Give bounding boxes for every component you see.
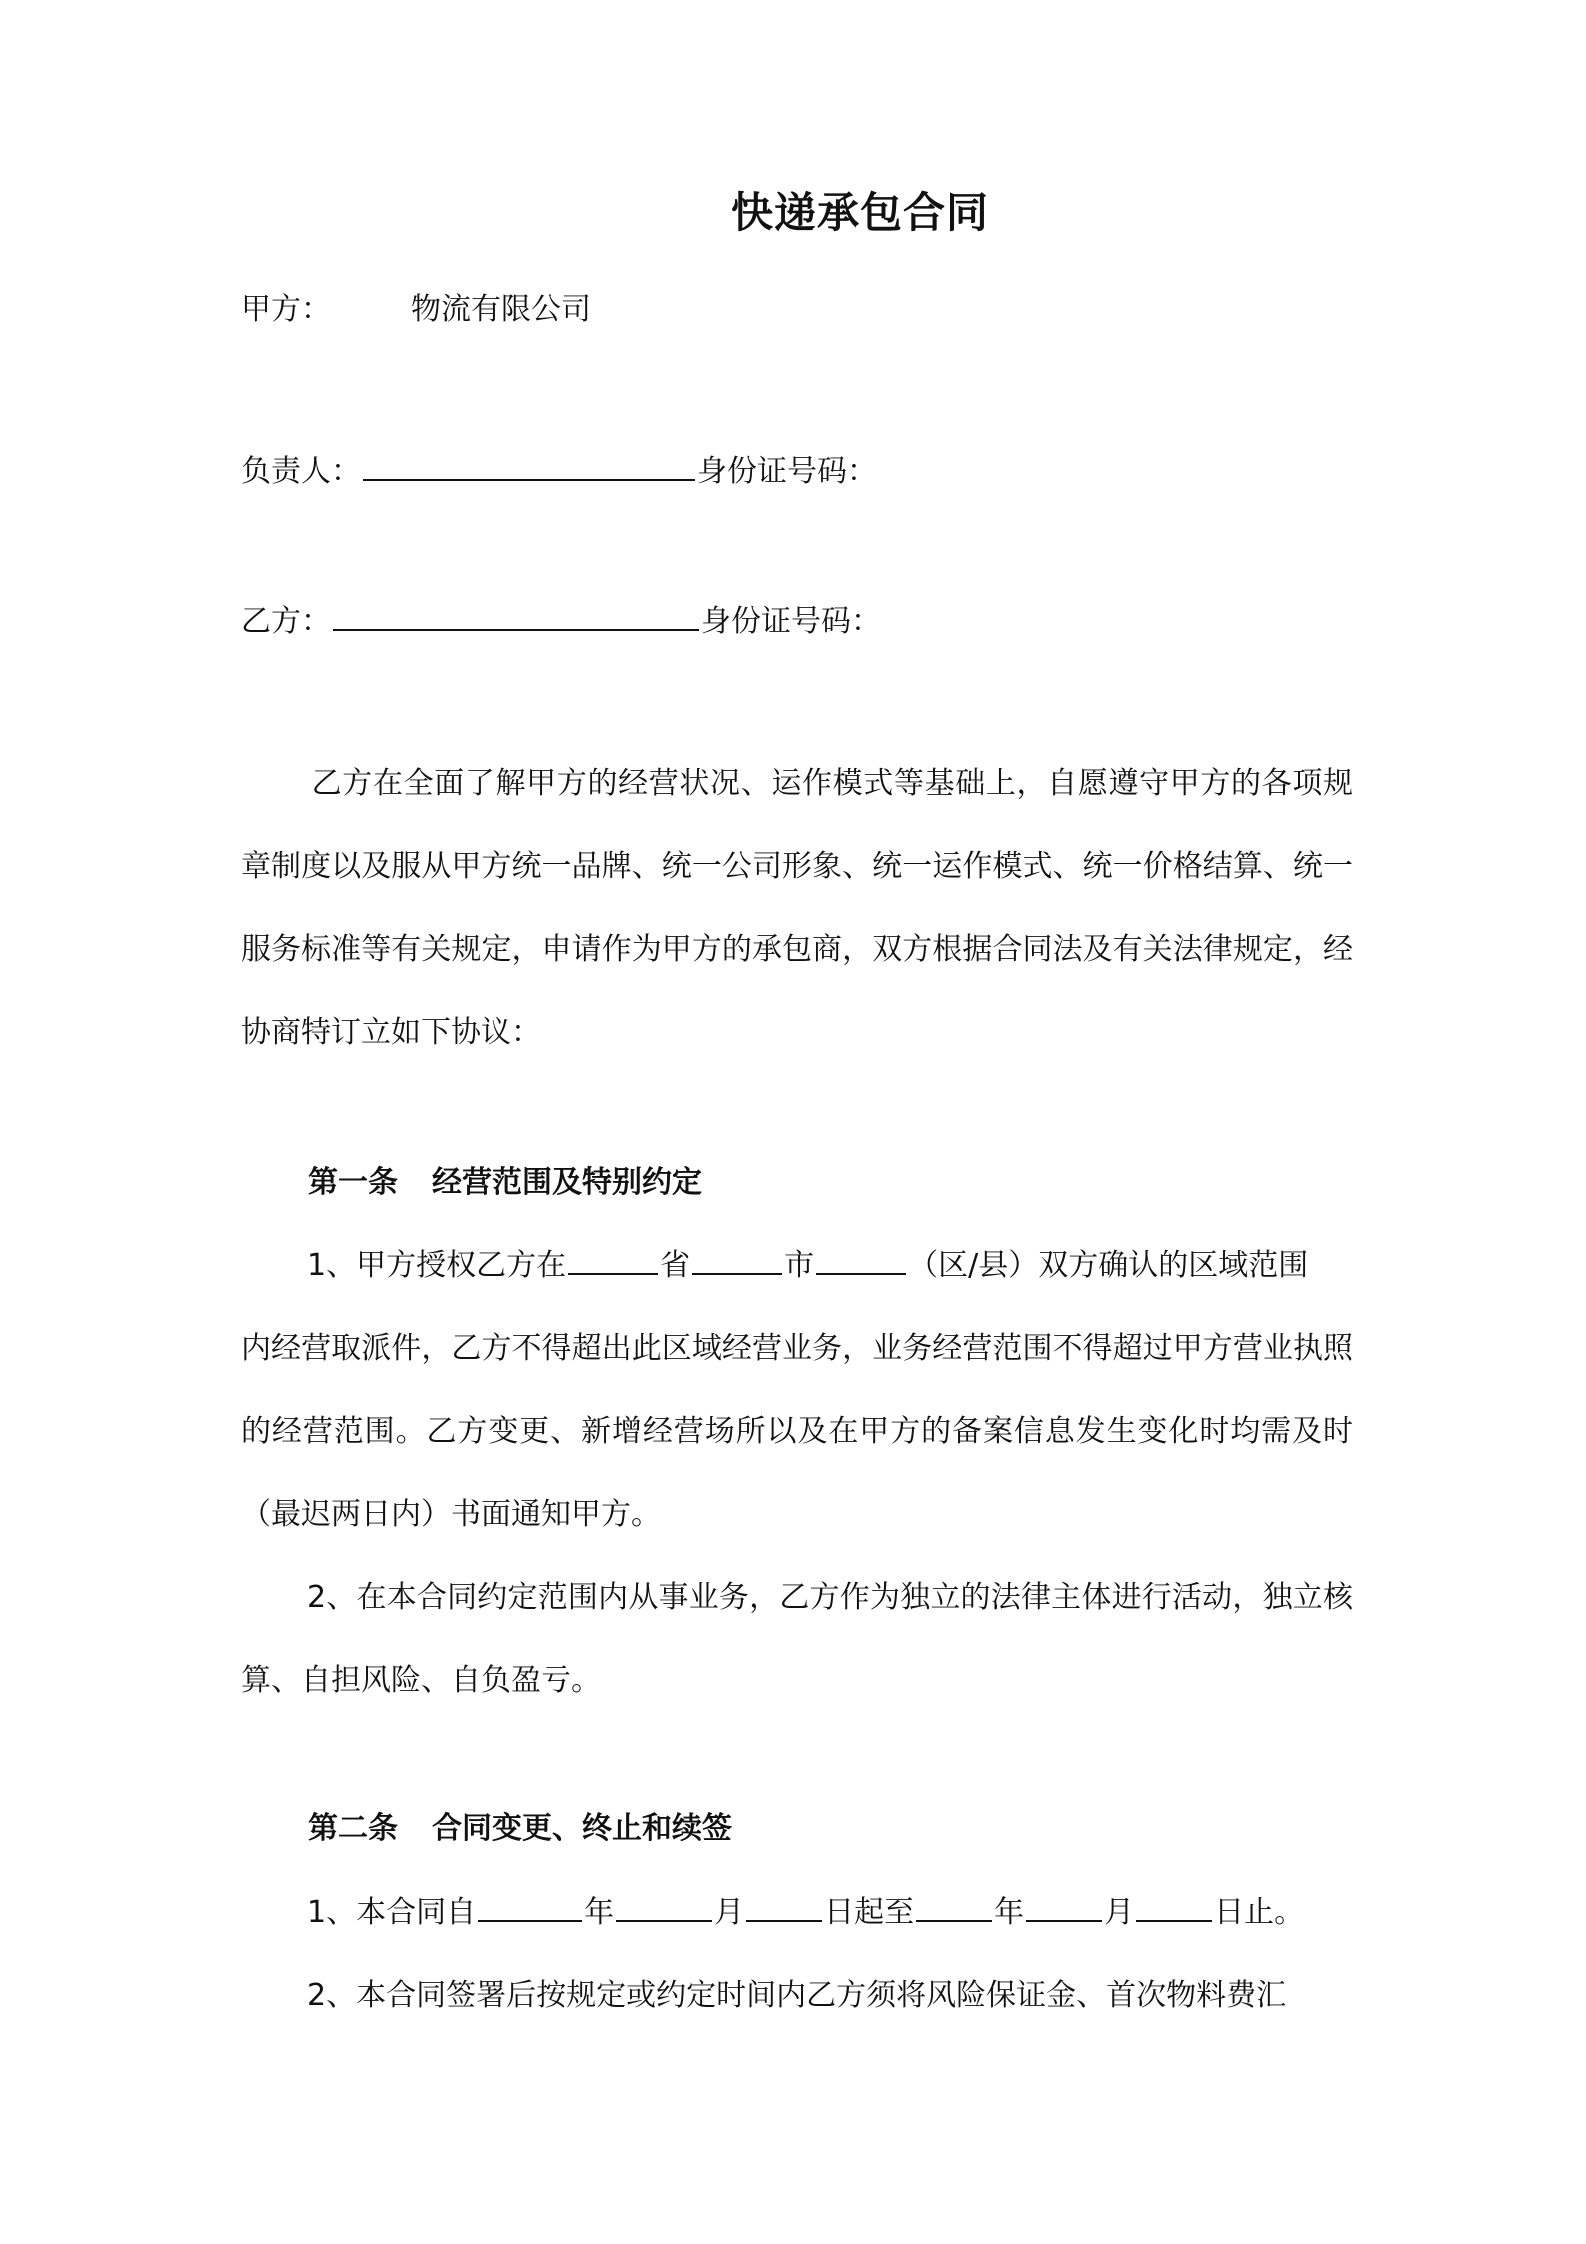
article-1-clause-1-line-1 bbox=[241, 1224, 1308, 1307]
article-1-heading bbox=[308, 1163, 702, 1203]
city-blank[interactable] bbox=[692, 1247, 782, 1275]
city-label: 市 bbox=[784, 1248, 815, 1283]
responsible-blank[interactable] bbox=[363, 453, 695, 481]
end-month-blank[interactable] bbox=[1026, 1894, 1102, 1922]
party-a-label: 甲方： bbox=[241, 292, 331, 327]
document-title: 快递承包合同 bbox=[730, 188, 989, 237]
party-a-value: 物流有限公司 bbox=[411, 292, 591, 327]
intro-paragraph bbox=[241, 742, 1353, 1074]
clause-2-text: 2、在本合同约定范围内从事业务，乙方作为独立的法律主体进行活动，独立核算、自担风险、自负盈亏。 bbox=[241, 1580, 1353, 1698]
article-1-title: 经营范围及特别约定 bbox=[432, 1165, 702, 1200]
party-a-line bbox=[241, 290, 591, 330]
end-year-blank[interactable] bbox=[916, 1894, 992, 1922]
start-month-blank[interactable] bbox=[616, 1894, 712, 1922]
article-1-clause-2 bbox=[241, 1556, 1353, 1722]
clause-1-text-a: 1、甲方授权乙方在 bbox=[307, 1248, 567, 1283]
clause-1-text-b: （区/县）双方确认的区域范围 bbox=[908, 1248, 1309, 1283]
intro-text: 乙方在全面了解甲方的经营状况、运作模式等基础上，自愿遵守甲方的各项规章制度以及服从甲方统一品牌、统一公司形象、统一运作模式、统一价格结算、统一服务标准等有关规定，申请作为甲方的承包商，双方根据合同法及有关法律规定，经协商特订立如下协议： bbox=[241, 766, 1353, 1050]
article-2-clause-2 bbox=[241, 1954, 1286, 2037]
district-blank[interactable] bbox=[816, 1247, 906, 1275]
start-month-label: 月 bbox=[714, 1895, 745, 1930]
party-b-label: 乙方： bbox=[241, 604, 331, 639]
start-day-label: 日起至 bbox=[824, 1895, 915, 1930]
article-2-number: 第二条 bbox=[308, 1811, 398, 1846]
end-year-label: 年 bbox=[994, 1895, 1025, 1930]
article-2-title: 合同变更、终止和续签 bbox=[432, 1811, 732, 1846]
party-b-blank[interactable] bbox=[333, 603, 699, 631]
end-day-label: 日止。 bbox=[1214, 1895, 1305, 1930]
responsible-label: 负责人： bbox=[241, 454, 361, 489]
start-day-blank[interactable] bbox=[746, 1894, 822, 1922]
province-blank[interactable] bbox=[568, 1247, 658, 1275]
id-label-responsible: 身份证号码： bbox=[697, 454, 877, 489]
article-1-clause-1-rest bbox=[241, 1307, 1353, 1556]
party-b-line bbox=[241, 602, 881, 642]
clause-1-rest-text: 内经营取派件，乙方不得超出此区域经营业务，业务经营范围不得超过甲方营业执照的经营范围。乙方变更、新增经营场所以及在甲方的备案信息发生变化时均需及时（最迟两日内）书面通知甲方。 bbox=[241, 1331, 1353, 1532]
article-2-heading bbox=[308, 1809, 732, 1849]
article-2-clause-1 bbox=[241, 1871, 1304, 1954]
province-label: 省 bbox=[660, 1248, 691, 1283]
article-2-clause-1-text: 1、本合同自 bbox=[307, 1895, 477, 1930]
article-1-number: 第一条 bbox=[308, 1165, 398, 1200]
start-year-blank[interactable] bbox=[478, 1894, 582, 1922]
start-year-label: 年 bbox=[584, 1895, 615, 1930]
end-month-label: 月 bbox=[1104, 1895, 1135, 1930]
article-2-clause-2-text: 2、本合同签署后按规定或约定时间内乙方须将风险保证金、首次物料费汇 bbox=[307, 1978, 1287, 2013]
id-label-party-b: 身份证号码： bbox=[701, 604, 881, 639]
responsible-line bbox=[241, 452, 877, 492]
end-day-blank[interactable] bbox=[1136, 1894, 1212, 1922]
